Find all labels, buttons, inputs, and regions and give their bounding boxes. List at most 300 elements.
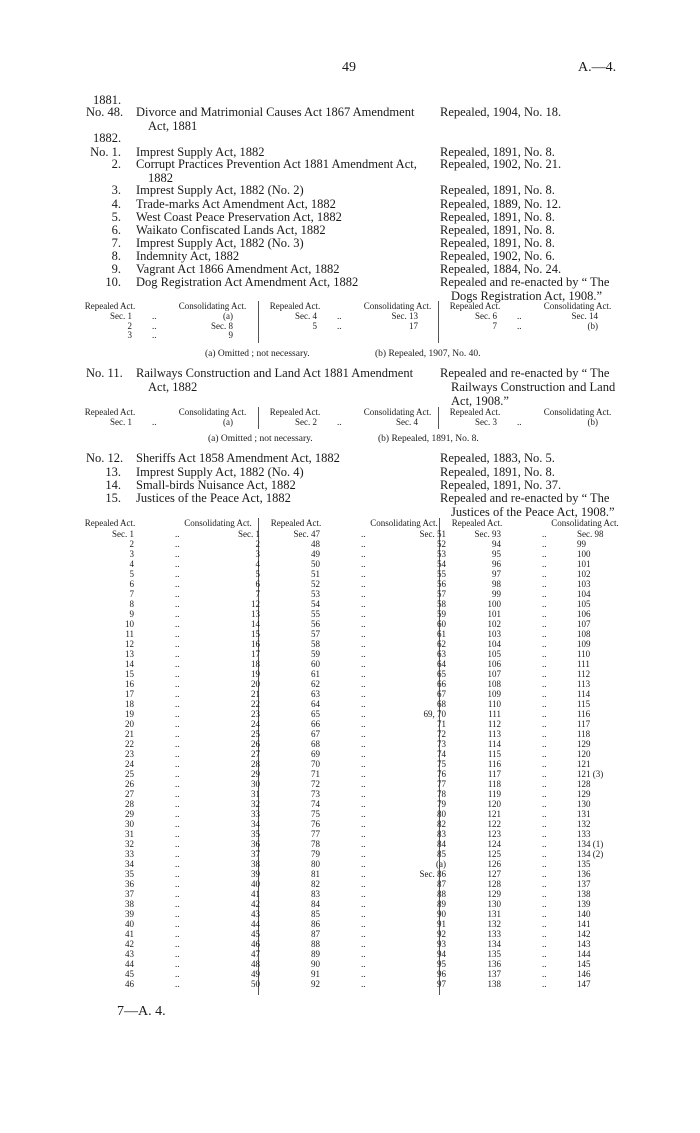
leader-dots: ..: [175, 609, 180, 619]
consolidating-section: 24: [251, 719, 260, 729]
consolidating-section: 7: [255, 589, 260, 599]
leader-dots: ..: [175, 929, 180, 939]
consolidating-section: 83: [437, 829, 446, 839]
consolidating-section: 137: [577, 879, 591, 889]
consolidating-section: 55: [437, 569, 446, 579]
repealed-section: 105: [487, 649, 501, 659]
section-table-dog-registration: [80, 301, 625, 346]
column-header-repealed: Repealed Act.: [84, 518, 136, 528]
consolidating-section: Sec. 13: [391, 311, 418, 321]
consolidating-section: Sec. 14: [571, 311, 598, 321]
consolidating-section: 82: [437, 819, 446, 829]
leader-dots: ..: [175, 689, 180, 699]
repealed-section: 65: [311, 709, 320, 719]
leader-dots: ..: [175, 949, 180, 959]
leader-dots: ..: [542, 799, 547, 809]
repealed-section: 3: [129, 549, 134, 559]
leader-dots: ..: [175, 739, 180, 749]
leader-dots: ..: [361, 689, 366, 699]
leader-dots: ..: [175, 549, 180, 559]
repealed-section: 113: [487, 729, 501, 739]
leader-dots: ..: [542, 979, 547, 989]
leader-dots: ..: [361, 729, 366, 739]
leader-dots: ..: [517, 311, 522, 321]
repealed-section: 56: [311, 619, 320, 629]
repealed-section: 27: [125, 789, 134, 799]
repealed-section: 7: [129, 589, 134, 599]
leader-dots: ..: [361, 769, 366, 779]
consolidating-section: 14: [251, 619, 260, 629]
leader-dots: ..: [542, 899, 547, 909]
footnote-a: (a) Omitted ; not necessary.: [205, 349, 310, 359]
leader-dots: ..: [361, 719, 366, 729]
act-status-continued: Act, 1908.”: [451, 394, 509, 408]
consolidating-section: (b): [587, 320, 598, 331]
leader-dots: ..: [542, 569, 547, 579]
leader-dots: ..: [175, 629, 180, 639]
column-header-repealed: Repealed Act.: [84, 407, 136, 417]
leader-dots: ..: [152, 417, 157, 427]
repealed-section: 121: [487, 809, 501, 819]
leader-dots: ..: [361, 549, 366, 559]
repealed-section: 100: [487, 599, 501, 609]
leader-dots: ..: [542, 949, 547, 959]
consolidating-section: 73: [437, 739, 446, 749]
repealed-section: 73: [311, 789, 320, 799]
leader-dots: ..: [542, 579, 547, 589]
leader-dots: ..: [175, 899, 180, 909]
leader-dots: ..: [361, 779, 366, 789]
column-header-consolidating: Consolidating Act.: [178, 407, 247, 417]
leader-dots: ..: [542, 919, 547, 929]
repealed-section: 116: [487, 759, 501, 769]
leader-dots: ..: [175, 749, 180, 759]
repealed-section: 21: [125, 729, 134, 739]
consolidating-section: 140: [577, 909, 591, 919]
repealed-section: 2: [127, 320, 132, 331]
leader-dots: ..: [517, 320, 522, 331]
repealed-section: 90: [311, 959, 320, 969]
leader-dots: ..: [542, 559, 547, 569]
repealed-section: 77: [311, 829, 320, 839]
repealed-section: 68: [311, 739, 320, 749]
leader-dots: ..: [542, 729, 547, 739]
repealed-section: 92: [311, 979, 320, 989]
repealed-section: 126: [487, 859, 501, 869]
repealed-section: 117: [487, 769, 501, 779]
column-header-consolidating: Consolidating Act.: [184, 518, 252, 528]
consolidating-section: 75: [437, 759, 446, 769]
repealed-section: Sec. 2: [295, 417, 317, 427]
act-title: Indemnity Act, 1882: [136, 249, 240, 263]
act-status: Repealed, 1891, No. 8.: [440, 236, 555, 250]
repealed-section: 133: [487, 929, 501, 939]
leader-dots: ..: [361, 949, 366, 959]
consolidating-section: 132: [577, 819, 591, 829]
consolidating-section: 17: [251, 649, 260, 659]
act-number: 8.: [111, 249, 121, 263]
repealed-section: 55: [311, 609, 320, 619]
consolidating-section: Sec. 8: [211, 320, 233, 331]
leader-dots: ..: [175, 869, 180, 879]
act-entry: [0, 366, 700, 410]
leader-dots: ..: [361, 609, 366, 619]
leader-dots: ..: [361, 919, 366, 929]
leader-dots: ..: [152, 320, 157, 331]
repealed-section: 130: [487, 899, 501, 909]
repealed-section: 94: [492, 539, 501, 549]
leader-dots: ..: [361, 969, 366, 979]
consolidating-section: 15: [251, 629, 260, 639]
repealed-section: 124: [487, 839, 501, 849]
consolidating-section: 20: [251, 679, 260, 689]
consolidating-section: 84: [437, 839, 446, 849]
leader-dots: ..: [361, 839, 366, 849]
column-header-repealed: Repealed Act.: [269, 407, 321, 417]
leader-dots: ..: [542, 929, 547, 939]
repealed-section: 40: [125, 919, 134, 929]
consolidating-section: 72: [437, 729, 446, 739]
leader-dots: ..: [361, 759, 366, 769]
repealed-section: 112: [487, 719, 501, 729]
leader-dots: ..: [175, 669, 180, 679]
consolidating-section: 36: [251, 839, 260, 849]
act-title: Justices of the Peace Act, 1882: [136, 491, 291, 505]
consolidating-section: 130: [577, 799, 591, 809]
leader-dots: ..: [337, 311, 342, 321]
consolidating-section: 107: [577, 619, 591, 629]
repealed-section: 5: [129, 569, 134, 579]
leader-dots: ..: [175, 939, 180, 949]
repealed-section: 106: [487, 659, 501, 669]
repealed-section: 16: [125, 679, 134, 689]
repealed-section: 136: [487, 959, 501, 969]
repealed-section: 120: [487, 799, 501, 809]
consolidating-section: 63: [437, 649, 446, 659]
consolidating-section: 31: [251, 789, 260, 799]
leader-dots: ..: [542, 619, 547, 629]
consolidating-section: 21: [251, 689, 260, 699]
consolidating-section: 106: [577, 609, 591, 619]
consolidating-section: 120: [577, 749, 591, 759]
leader-dots: ..: [361, 799, 366, 809]
leader-dots: ..: [361, 819, 366, 829]
consolidating-section: 141: [577, 919, 591, 929]
leader-dots: ..: [542, 879, 547, 889]
act-entry: [0, 197, 700, 211]
repealed-section: 101: [487, 609, 501, 619]
act-status: Repealed, 1884, No. 24.: [440, 262, 562, 276]
leader-dots: ..: [175, 799, 180, 809]
leader-dots: ..: [361, 569, 366, 579]
leader-dots: ..: [542, 749, 547, 759]
leader-dots: ..: [542, 839, 547, 849]
act-entry: [0, 249, 700, 263]
leader-dots: ..: [361, 709, 366, 719]
act-entry: [0, 157, 700, 185]
leader-dots: ..: [175, 769, 180, 779]
consolidating-section: (b): [587, 417, 598, 427]
repealed-section: 57: [311, 629, 320, 639]
consolidating-section: 134 (1): [577, 839, 604, 849]
act-status: Repealed, 1889, No. 12.: [440, 197, 562, 211]
consolidating-section: 143: [577, 939, 591, 949]
act-number: 9.: [111, 262, 121, 276]
act-title: Imprest Supply Act, 1882: [136, 145, 265, 159]
act-number: No. 12.: [86, 451, 124, 465]
repealed-section: 53: [311, 589, 320, 599]
act-status: Repealed, 1891, No. 8.: [440, 465, 555, 479]
repealed-section: Sec. 93: [474, 529, 501, 539]
act-status: Repealed, 1891, No. 8.: [440, 223, 555, 237]
repealed-section: 99: [492, 589, 501, 599]
consolidating-section: 22: [251, 699, 260, 709]
leader-dots: ..: [361, 669, 366, 679]
consolidating-section: 19: [251, 669, 260, 679]
leader-dots: ..: [361, 649, 366, 659]
footnote-b: (b) Repealed, 1907, No. 40.: [375, 349, 481, 359]
consolidating-section: 18: [251, 659, 260, 669]
leader-dots: ..: [175, 529, 180, 539]
leader-dots: ..: [542, 859, 547, 869]
act-number: 7.: [111, 236, 121, 250]
consolidating-section: 57: [437, 589, 446, 599]
repealed-section: 60: [311, 659, 320, 669]
repealed-section: Sec. 4: [295, 311, 317, 321]
consolidating-section: 46: [251, 939, 260, 949]
consolidating-section: 49: [251, 969, 260, 979]
repealed-section: 91: [311, 969, 320, 979]
consolidating-section: (a): [436, 859, 446, 869]
repealed-section: 42: [125, 939, 134, 949]
document-series: A.—4.: [578, 60, 617, 75]
repealed-section: 128: [487, 879, 501, 889]
consolidating-section: 9: [228, 330, 233, 340]
act-title: Vagrant Act 1866 Amendment Act, 1882: [136, 262, 340, 276]
consolidating-section: 30: [251, 779, 260, 789]
leader-dots: ..: [175, 809, 180, 819]
repealed-section: 89: [311, 949, 320, 959]
repealed-section: 69: [311, 749, 320, 759]
repealed-section: 26: [125, 779, 134, 789]
leader-dots: ..: [542, 709, 547, 719]
leader-dots: ..: [175, 759, 180, 769]
consolidating-section: 65: [437, 669, 446, 679]
consolidating-section: 92: [437, 929, 446, 939]
leader-dots: ..: [361, 789, 366, 799]
column-header-consolidating: Consolidating Act.: [551, 518, 619, 528]
leader-dots: ..: [361, 599, 366, 609]
consolidating-section: 47: [251, 949, 260, 959]
leader-dots: ..: [542, 589, 547, 599]
leader-dots: ..: [175, 839, 180, 849]
leader-dots: ..: [542, 809, 547, 819]
repealed-section: 123: [487, 829, 501, 839]
consolidating-section: 13: [251, 609, 260, 619]
consolidating-section: 112: [577, 669, 591, 679]
leader-dots: ..: [361, 659, 366, 669]
repealed-section: 137: [487, 969, 501, 979]
leader-dots: ..: [361, 849, 366, 859]
consolidating-section: Sec. 1: [238, 529, 260, 539]
repealed-section: 14: [125, 659, 134, 669]
repealed-section: 13: [125, 649, 134, 659]
leader-dots: ..: [175, 789, 180, 799]
repealed-section: 30: [125, 819, 134, 829]
consolidating-section: 115: [577, 699, 591, 709]
consolidating-section: 109: [577, 639, 591, 649]
leader-dots: ..: [542, 969, 547, 979]
consolidating-section: 77: [437, 779, 446, 789]
leader-dots: ..: [542, 849, 547, 859]
act-title: Dog Registration Act Amendment Act, 1882: [136, 275, 359, 289]
consolidating-section: 110: [577, 649, 591, 659]
act-entry: [0, 223, 700, 237]
repealed-section: 17: [125, 689, 134, 699]
consolidating-section: 64: [437, 659, 446, 669]
column-divider: [438, 301, 439, 343]
repealed-section: 3: [127, 330, 132, 340]
consolidating-section: Sec. 86: [419, 869, 446, 879]
consolidating-section: 59: [437, 609, 446, 619]
consolidating-section: 128: [577, 779, 591, 789]
repealed-section: 37: [125, 889, 134, 899]
act-status: Repealed, 1902, No. 21.: [440, 157, 562, 171]
leader-dots: ..: [542, 829, 547, 839]
repealed-section: 41: [125, 929, 134, 939]
leader-dots: ..: [175, 729, 180, 739]
repealed-section: 22: [125, 739, 134, 749]
repealed-section: 24: [125, 759, 134, 769]
repealed-section: 54: [311, 599, 320, 609]
act-title-continued: Act, 1882: [148, 380, 198, 394]
act-entry: [0, 262, 700, 276]
column-header-consolidating: Consolidating Act.: [370, 518, 438, 528]
repealed-section: 64: [311, 699, 320, 709]
consolidating-section: 50: [251, 979, 260, 989]
consolidating-section: 16: [251, 639, 260, 649]
consolidating-section: 142: [577, 929, 591, 939]
repealed-section: 15: [125, 669, 134, 679]
leader-dots: ..: [542, 599, 547, 609]
act-entry: [0, 275, 700, 303]
page-number: 49: [342, 60, 356, 75]
consolidating-section: 52: [437, 539, 446, 549]
consolidating-section: 108: [577, 629, 591, 639]
repealed-section: 132: [487, 919, 501, 929]
consolidating-section: 37: [251, 849, 260, 859]
act-number: 10.: [105, 275, 121, 289]
consolidating-section: 33: [251, 809, 260, 819]
repealed-section: 46: [125, 979, 134, 989]
leader-dots: ..: [542, 909, 547, 919]
consolidating-section: 38: [251, 859, 260, 869]
leader-dots: ..: [175, 579, 180, 589]
consolidating-section: 32: [251, 799, 260, 809]
repealed-section: 75: [311, 809, 320, 819]
act-title: Divorce and Matrimonial Causes Act 1867 Amendment: [136, 105, 415, 119]
footnote-a: (a) Omitted ; not necessary.: [208, 434, 313, 444]
repealed-section: 122: [487, 819, 501, 829]
repealed-section: 6: [129, 579, 134, 589]
leader-dots: ..: [361, 959, 366, 969]
leader-dots: ..: [175, 699, 180, 709]
repealed-section: 61: [311, 669, 320, 679]
consolidating-section: 56: [437, 579, 446, 589]
leader-dots: ..: [361, 809, 366, 819]
repealed-section: 34: [125, 859, 134, 869]
repealed-section: 115: [487, 749, 501, 759]
consolidating-section: 131: [577, 809, 591, 819]
repealed-section: 51: [311, 569, 320, 579]
act-status: Repealed and re-enacted by “ The: [440, 491, 610, 505]
act-number: 15.: [105, 491, 121, 505]
leader-dots: ..: [175, 559, 180, 569]
repealed-section: 70: [311, 759, 320, 769]
repealed-section: 32: [125, 839, 134, 849]
consolidating-section: 114: [577, 689, 591, 699]
repealed-section: Sec. 3: [475, 417, 497, 427]
leader-dots: ..: [361, 829, 366, 839]
repealed-section: 58: [311, 639, 320, 649]
column-header-consolidating: Consolidating Act.: [363, 301, 432, 311]
consolidating-section: 144: [577, 949, 591, 959]
act-entry: [0, 183, 700, 197]
consolidating-section: 76: [437, 769, 446, 779]
consolidating-section: 103: [577, 579, 591, 589]
consolidating-section: 35: [251, 829, 260, 839]
consolidating-section: 80: [437, 809, 446, 819]
consolidating-section: 136: [577, 869, 591, 879]
act-entry: [0, 451, 700, 465]
leader-dots: ..: [175, 779, 180, 789]
leader-dots: ..: [542, 669, 547, 679]
leader-dots: ..: [542, 819, 547, 829]
repealed-section: 74: [311, 799, 320, 809]
repealed-section: 62: [311, 679, 320, 689]
repealed-section: 82: [311, 879, 320, 889]
repealed-section: 45: [125, 969, 134, 979]
consolidating-section: 6: [255, 579, 260, 589]
repealed-section: 39: [125, 909, 134, 919]
leader-dots: ..: [175, 679, 180, 689]
repealed-section: 10: [125, 619, 134, 629]
act-entry: [0, 491, 700, 519]
act-number: No. 1.: [90, 145, 121, 159]
leader-dots: ..: [175, 819, 180, 829]
leader-dots: ..: [361, 739, 366, 749]
act-status: Repealed, 1891, No. 8.: [440, 145, 555, 159]
repealed-section: 129: [487, 889, 501, 899]
leader-dots: ..: [542, 649, 547, 659]
leader-dots: ..: [361, 619, 366, 629]
repealed-section: 20: [125, 719, 134, 729]
consolidating-section: 23: [251, 709, 260, 719]
consolidating-section: 145: [577, 959, 591, 969]
repealed-section: 125: [487, 849, 501, 859]
act-status: Repealed and re-enacted by “ The: [440, 366, 610, 380]
leader-dots: ..: [175, 639, 180, 649]
repealed-section: 79: [311, 849, 320, 859]
repealed-section: 43: [125, 949, 134, 959]
leader-dots: ..: [542, 889, 547, 899]
page-signature: 7—A. 4.: [117, 1004, 166, 1019]
consolidating-section: 85: [437, 849, 446, 859]
act-status: Repealed, 1902, No. 6.: [440, 249, 555, 263]
repealed-section: 134: [487, 939, 501, 949]
consolidating-section: 90: [437, 909, 446, 919]
consolidating-section: 42: [251, 899, 260, 909]
